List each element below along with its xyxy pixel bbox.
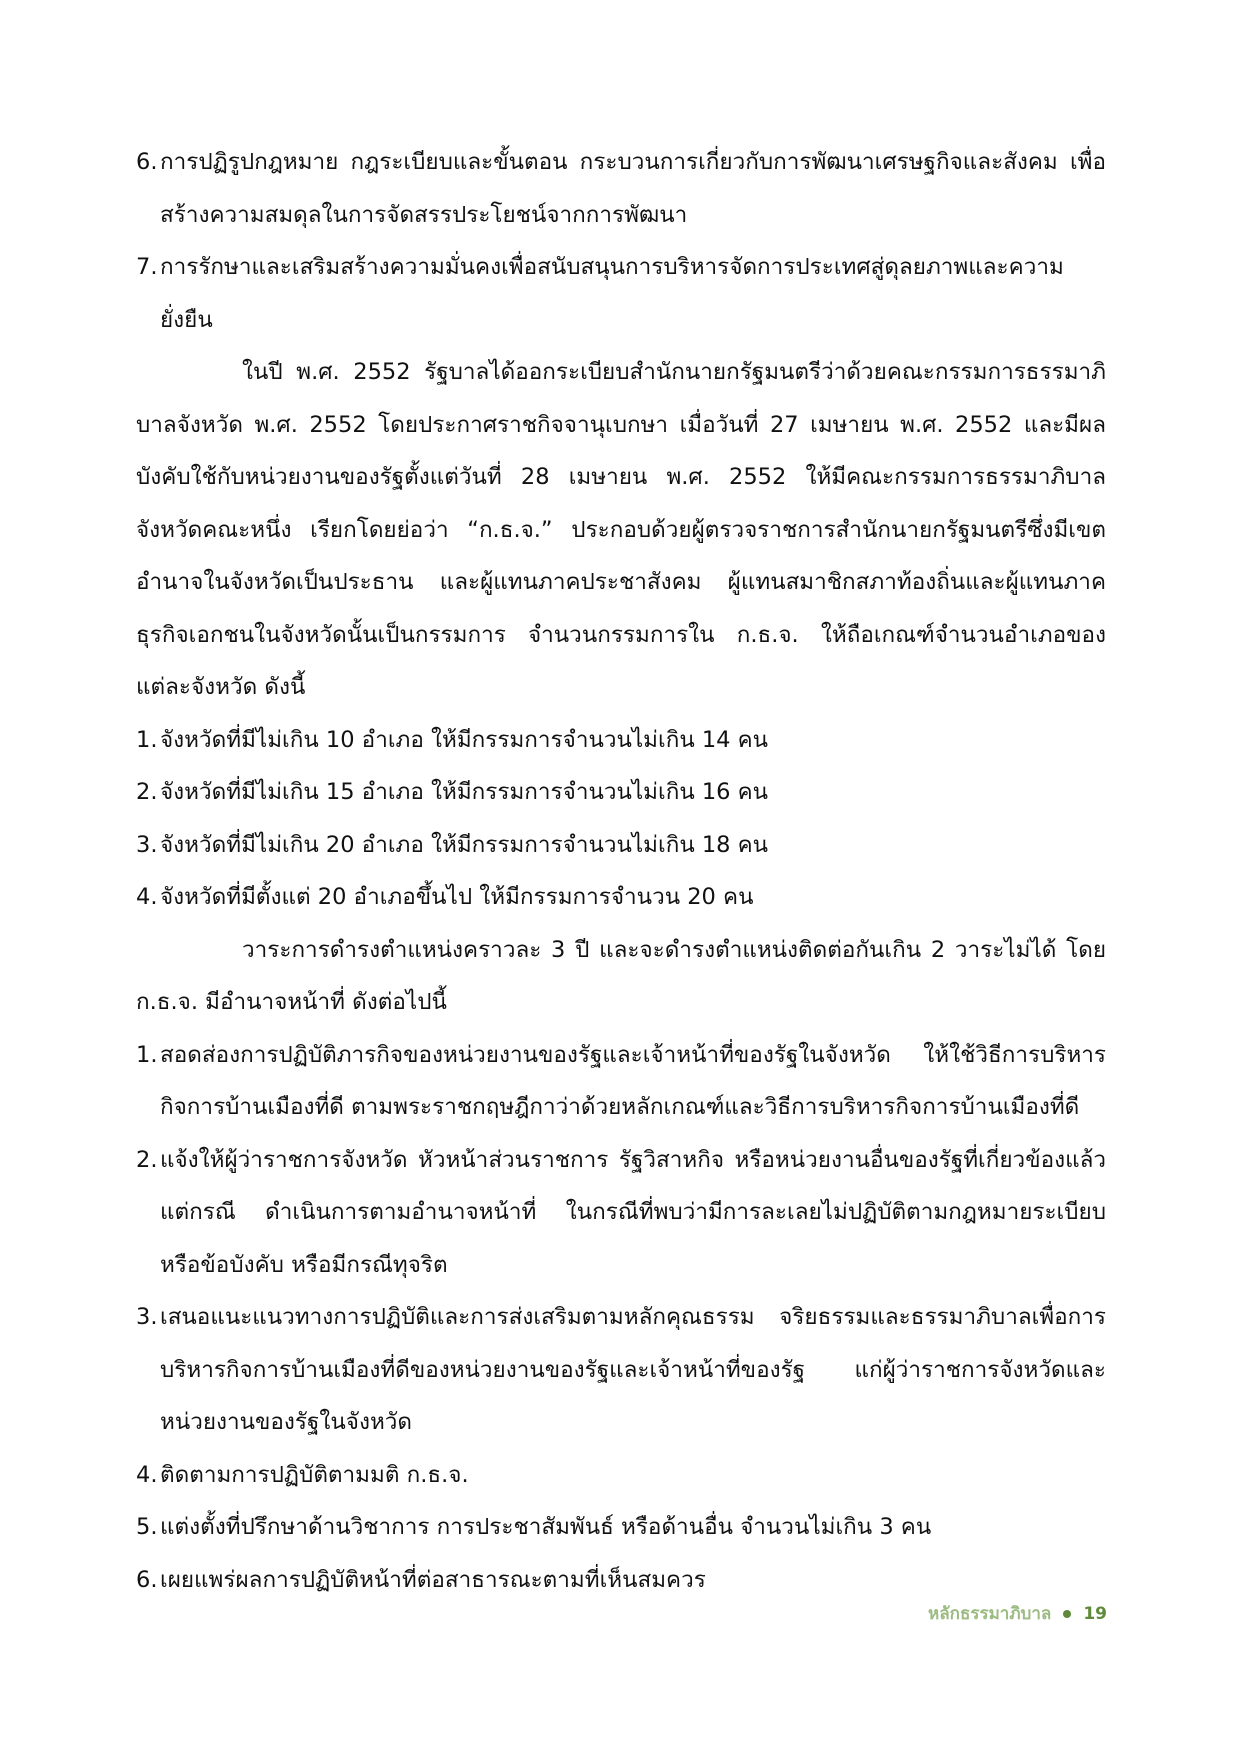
list-item-number: 3. <box>136 1304 158 1330</box>
page-number: 19 <box>1083 1603 1107 1624</box>
list-item-text: จังหวัดที่มีไม่เกิน 15 อำเภอ ให้มีกรรมการจำนวนไม่เกิน 16 คน <box>160 779 769 805</box>
list-item <box>136 871 1106 924</box>
list-item <box>136 1291 1106 1449</box>
list-item <box>136 1501 1106 1554</box>
list-item-number: 2. <box>136 779 158 805</box>
list-item-text: จังหวัดที่มีไม่เกิน 10 อำเภอ ให้มีกรรมการจำนวนไม่เกิน 14 คน <box>160 726 769 753</box>
list-item-text: แจ้งให้ผู้ว่าราชการจังหวัด หัวหน้าส่วนราชการ รัฐวิสาหกิจ หรือหน่วยงานอื่นของรัฐที่เกี่ยวข้องแล้วแต่กรณี ดำเนินการตามอำนาจหน้าที่ ในกรณีที่พบว่ามีการละเลยไม่ปฏิบัติตามกฎหมายระเบียบ หรือข้อบังคับ หรือมีกรณีทุจริต <box>160 1146 1106 1278</box>
committee-size-list <box>136 714 1106 924</box>
list-item-number: 1. <box>136 726 158 753</box>
paragraph-term-and-duties: วาระการดำรงตำแหน่งคราวละ 3 ปี และจะดำรงตำแหน่งติดต่อกันเกิน 2 วาระไม่ได้ โดย ก.ธ.จ. มีอำนาจหน้าที่ ดังต่อไปนี้ <box>136 936 1106 1015</box>
footer-title: หลักธรรมาภิบาล <box>928 1604 1052 1624</box>
list-item-text: การปฏิรูปกฎหมาย กฎระเบียบและขั้นตอน กระบวนการเกี่ยวกับการพัฒนาเศรษฐกิจและสังคม เพื่อสร้างความสมดุลในการจัดสรรประโยชน์จากการพัฒนา <box>160 149 1106 228</box>
list-item-number: 4. <box>136 884 158 910</box>
list-item <box>136 1134 1106 1292</box>
page-footer <box>928 1600 1107 1627</box>
list-item <box>136 1449 1106 1502</box>
list-item-text: เผยแพร่ผลการปฏิบัติหน้าที่ต่อสาธารณะตามที่เห็นสมควร <box>160 1566 706 1593</box>
list-item-text: สอดส่องการปฏิบัติภารกิจของหน่วยงานของรัฐและเจ้าหน้าที่ของรัฐในจังหวัด ให้ใช้วิธีการบริหารกิจการบ้านเมืองที่ดี ตามพระราชกฤษฎีกาว่าด้วยหลักเกณฑ์และวิธีการบริหารกิจการบ้านเมืองที่ดี <box>160 1041 1106 1120</box>
list-item-number: 3. <box>136 831 158 858</box>
list-item <box>136 1554 1106 1607</box>
bullet-dot-icon <box>1063 1610 1071 1618</box>
paragraph-committee-intro: ในปี พ.ศ. 2552 รัฐบาลได้ออกระเบียบสำนักนายกรัฐมนตรีว่าด้วยคณะกรรมการธรรมาภิบาลจังหวัด พ.ศ. 2552 โดยประกาศราชกิจจานุเบกษา เมื่อวันที่ 27 เมษายน พ.ศ. 2552 และมีผลบังคับใช้กับหน่วยงานของรัฐตั้งแต่วันที่ 28 เมษายน พ.ศ. 2552 ให้มีคณะกรรมการธรรมาภิบาลจังหวัดคณะหนึ่ง เรียกโดยย่อว่า “ก.ธ.จ.” ประกอบด้วยผู้ตรวจราชการสำนักนายกรัฐมนตรีซึ่งมีเขตอำนาจในจังหวัดเป็นประธาน และผู้แทนภาคประชาสังคม ผู้แทนสมาชิกสภาท้องถิ่นและผู้แทนภาคธุรกิจเอกชนในจังหวัดนั้นเป็นกรรมการ จำนวนกรรมการใน ก.ธ.จ. ให้ถือเกณฑ์จำนวนอำเภอของแต่ละจังหวัด ดังนี้ <box>136 359 1106 700</box>
list-item <box>136 1029 1106 1134</box>
list-item-number: 1. <box>136 1041 158 1068</box>
page-content <box>136 136 1106 1606</box>
list-item-number: 5. <box>136 1514 158 1540</box>
list-item-number: 4. <box>136 1461 158 1488</box>
list-item <box>136 241 1106 346</box>
list-item-number: 7. <box>136 254 158 280</box>
list-item-number: 2. <box>136 1146 158 1173</box>
list-item-text: ติดตามการปฏิบัติตามมติ ก.ธ.จ. <box>160 1461 469 1488</box>
duties-list <box>136 1029 1106 1607</box>
list-item <box>136 766 1106 819</box>
list-item <box>136 819 1106 872</box>
list-item-number: 6. <box>136 149 158 175</box>
list-item-number: 6. <box>136 1566 158 1593</box>
list-item-text: แต่งตั้งที่ปรึกษาด้านวิชาการ การประชาสัมพันธ์ หรือด้านอื่น จำนวนไม่เกิน 3 คน <box>160 1514 932 1540</box>
list-item-text: เสนอแนะแนวทางการปฏิบัติและการส่งเสริมตามหลักคุณธรรม จริยธรรมและธรรมาภิบาลเพื่อการบริหารกิจการบ้านเมืองที่ดีของหน่วยงานของรัฐและเจ้าหน้าที่ของรัฐ แก่ผู้ว่าราชการจังหวัดและหน่วยงานของรัฐในจังหวัด <box>160 1304 1106 1435</box>
list-item-text: จังหวัดที่มีไม่เกิน 20 อำเภอ ให้มีกรรมการจำนวนไม่เกิน 18 คน <box>160 831 769 858</box>
list-item <box>136 714 1106 767</box>
list-item-text: การรักษาและเสริมสร้างความมั่นคงเพื่อสนับสนุนการบริหารจัดการประเทศสู่ดุลยภาพและความยั่งยืน <box>160 254 1064 333</box>
list-item <box>136 136 1106 241</box>
list-item-text: จังหวัดที่มีตั้งแต่ 20 อำเภอขึ้นไป ให้มีกรรมการจำนวน 20 คน <box>160 884 754 910</box>
reform-list <box>136 136 1106 346</box>
